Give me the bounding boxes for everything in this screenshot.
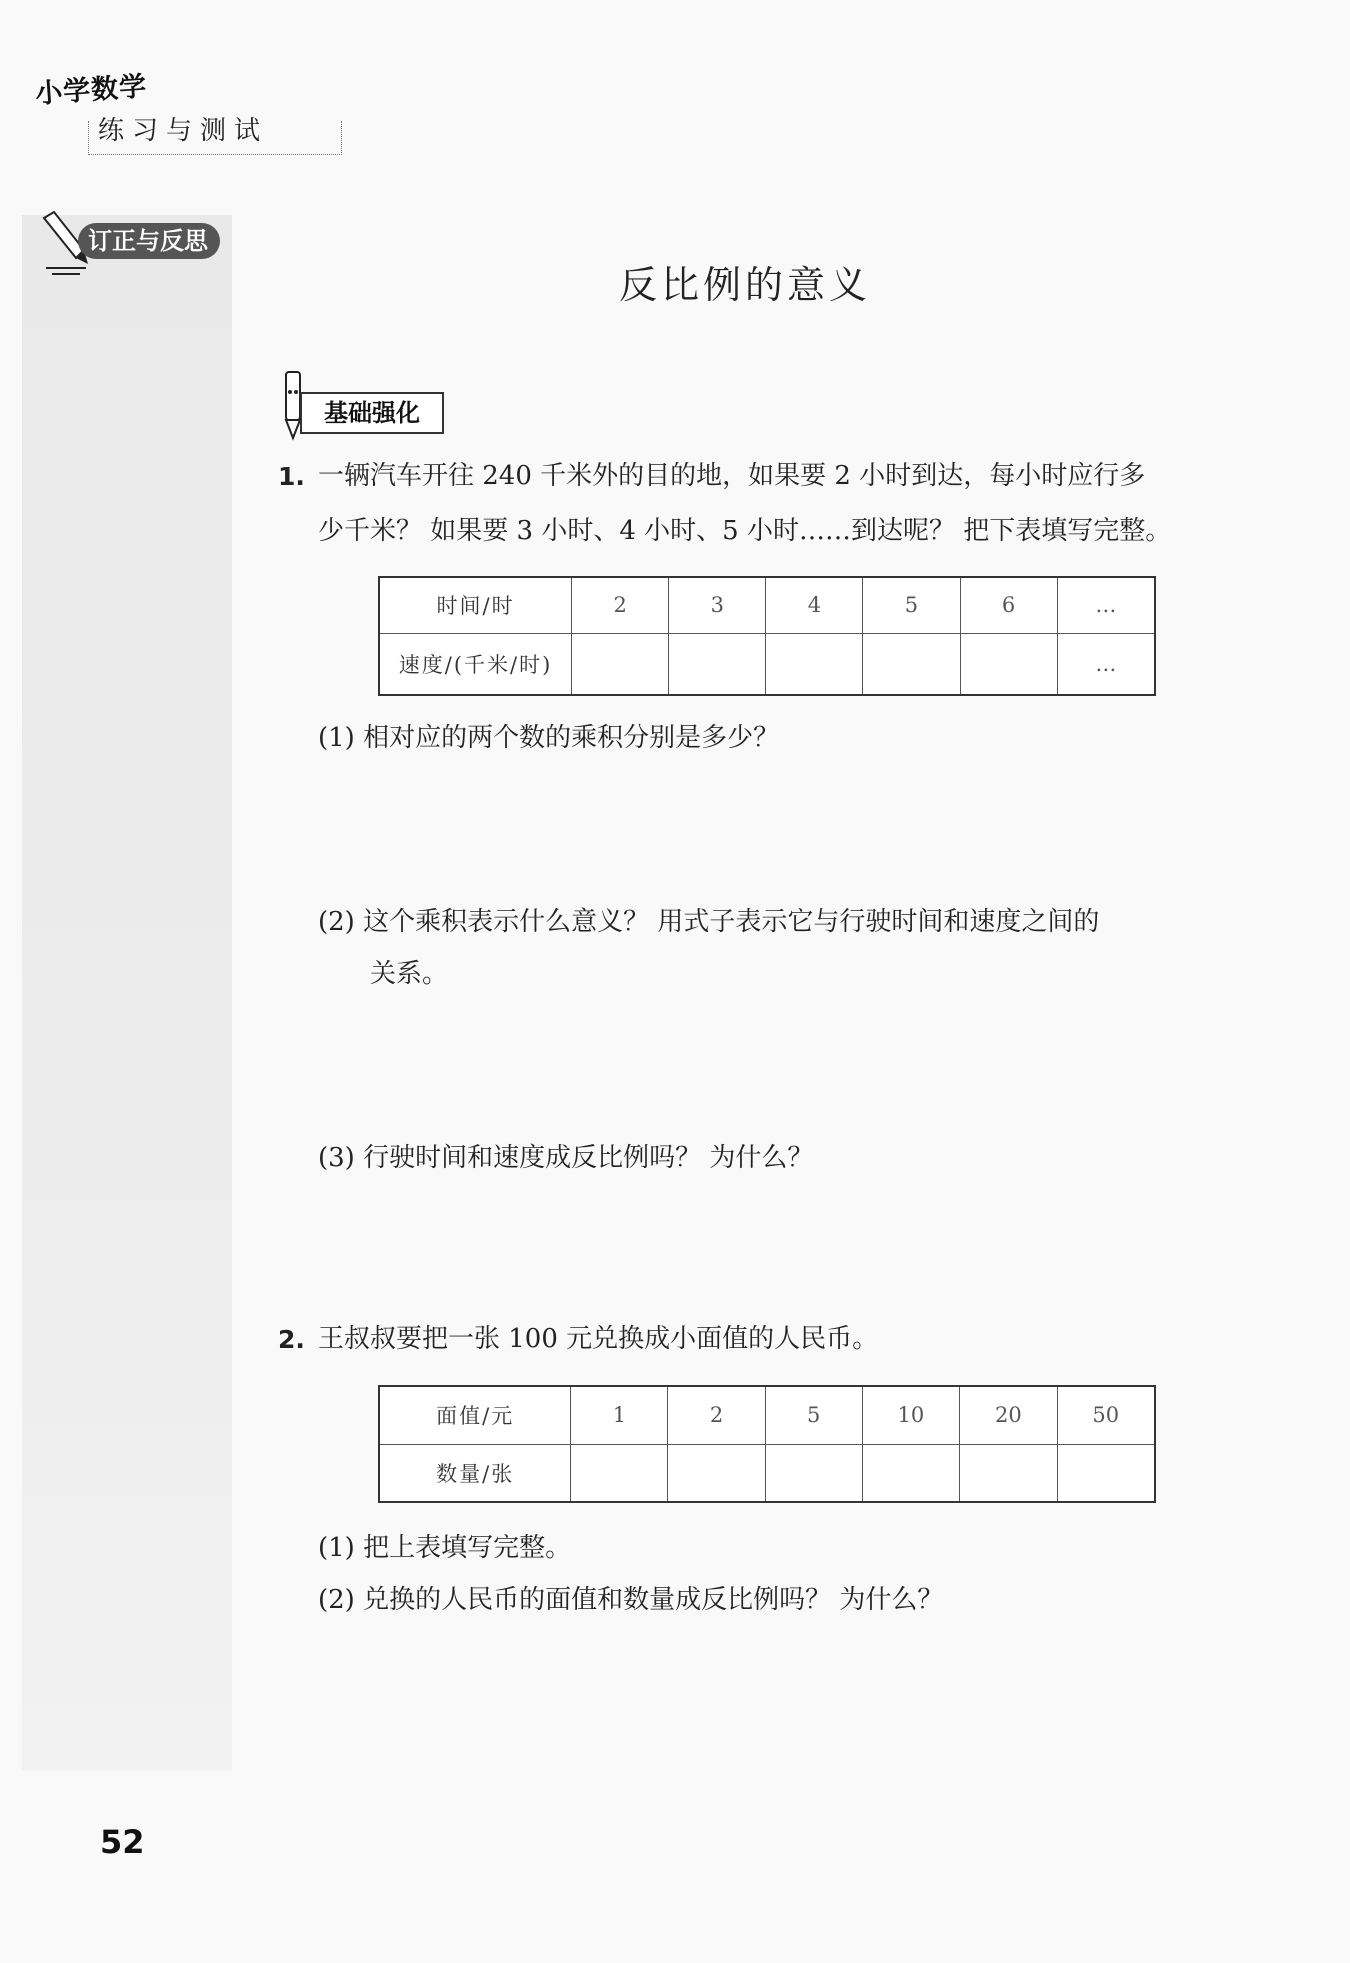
table-header-cell: 数量/张	[379, 1444, 571, 1502]
table-row	[379, 633, 1155, 695]
correction-margin	[22, 215, 232, 1770]
section-badge: 基础强化	[300, 392, 444, 434]
answer-cell[interactable]	[572, 633, 669, 695]
answer-cell[interactable]	[960, 633, 1057, 695]
table-cell: …	[1057, 577, 1155, 633]
answer-cell[interactable]	[960, 1444, 1057, 1502]
table-header-cell: 面值/元	[379, 1386, 571, 1444]
question-2-part-1: (1) 把上表填写完整。	[318, 1533, 572, 1563]
question-1-text-line1: 一辆汽车开往 240 千米外的目的地，如果要 2 小时到达，每小时应行多	[318, 461, 1146, 491]
table-cell: 10	[862, 1386, 959, 1444]
correction-tag: 订正与反思	[78, 223, 220, 259]
table-row	[379, 1444, 1155, 1502]
table-cell: 50	[1057, 1386, 1155, 1444]
table-row	[379, 1386, 1155, 1444]
table-header-cell: 速度/(千米/时)	[379, 633, 572, 695]
time-speed-table	[378, 576, 1156, 696]
question-1-part-2-line2: 关系。	[370, 959, 449, 989]
table-cell: 5	[765, 1386, 862, 1444]
table-cell: 2	[668, 1386, 765, 1444]
answer-cell[interactable]	[669, 633, 766, 695]
table-row	[379, 577, 1155, 633]
table-cell: 3	[669, 577, 766, 633]
table-cell: 1	[571, 1386, 668, 1444]
answer-cell[interactable]	[862, 1444, 959, 1502]
table-cell: 4	[766, 577, 863, 633]
question-1-text-line2: 少千米？ 如果要 3 小时、4 小时、5 小时……到达呢？ 把下表填写完整。	[318, 516, 1172, 546]
table-cell: 6	[960, 577, 1057, 633]
question-2-text: 王叔叔要把一张 100 元兑换成小面值的人民币。	[318, 1324, 879, 1354]
question-1-part-2-line1: (2) 这个乘积表示什么意义？ 用式子表示它与行驶时间和速度之间的	[318, 907, 1100, 937]
page-number: 52	[100, 1823, 145, 1861]
answer-cell[interactable]	[765, 1444, 862, 1502]
table-header-cell: 时间/时	[379, 577, 572, 633]
table-cell: …	[1057, 633, 1155, 695]
answer-cell[interactable]	[571, 1444, 668, 1502]
series-title: 小学数学	[34, 71, 149, 110]
question-2-number: 2.	[278, 1325, 305, 1354]
series-subtitle: 练习与测试	[98, 116, 269, 146]
answer-cell[interactable]	[863, 633, 960, 695]
table-cell: 5	[863, 577, 960, 633]
table-cell: 2	[572, 577, 669, 633]
question-1-number: 1.	[278, 462, 305, 491]
answer-cell[interactable]	[668, 1444, 765, 1502]
answer-cell[interactable]	[1057, 1444, 1155, 1502]
question-1-part-3: (3) 行驶时间和速度成反比例吗？ 为什么？	[318, 1143, 814, 1173]
answer-cell[interactable]	[766, 633, 863, 695]
question-2-part-2: (2) 兑换的人民币的面值和数量成反比例吗？ 为什么？	[318, 1585, 944, 1615]
question-1-part-1: (1) 相对应的两个数的乘积分别是多少？	[318, 723, 780, 753]
denomination-count-table	[378, 1385, 1156, 1503]
table-cell: 20	[960, 1386, 1057, 1444]
page-title: 反比例的意义	[618, 263, 871, 307]
